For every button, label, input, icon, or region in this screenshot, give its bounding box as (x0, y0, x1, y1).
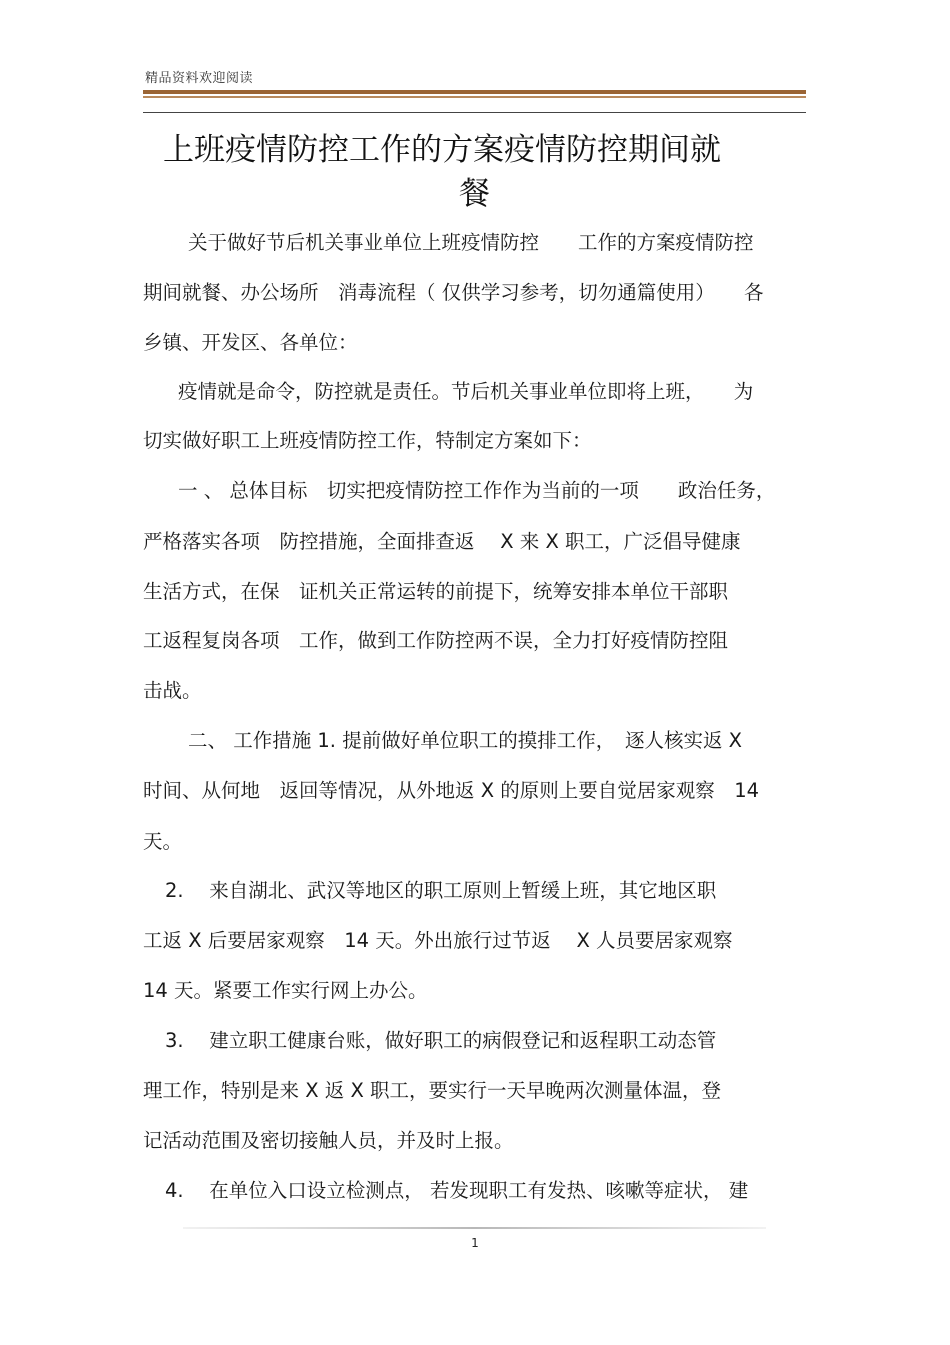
header-text: 精品资料欢迎阅读 (145, 71, 254, 86)
body-line: 14 天。紧要工作实行网上办公。 (143, 979, 428, 1002)
body-line: 二、 工作措施 1. 提前做好单位职工的摸排工作， 逐人核实返 X (188, 729, 743, 752)
body-line: 工返程复岗各项 工作，做到工作防控两不误，全力打好疫情防控阻 (143, 629, 729, 652)
body-line: 疫情就是命令，防控就是责任。节后机关事业单位即将上班， 为 (178, 380, 754, 403)
body-line: 2. 来自湖北、武汉等地区的职工原则上暂缓上班，其它地区职 (165, 879, 717, 902)
body-line: 时间、从何地 返回等情况，从外地返 X 的原则上要自觉居家观察 14 (143, 779, 760, 802)
body-line: 关于做好节后机关事业单位上班疫情防控 工作的方案疫情防控 (188, 231, 754, 254)
body-line: 记活动范围及密切接触人员，并及时上报。 (143, 1129, 514, 1152)
body-line: 3. 建立职工健康台账，做好职工的病假登记和返程职工动态管 (165, 1029, 717, 1052)
header-rule-thick (143, 90, 806, 94)
body-line: 生活方式，在保 证机关正常运转的前提下，统筹安排本单位干部职 (143, 580, 729, 603)
body-line: 工返 X 后要居家观察 14 天。外出旅行过节返 X 人员要居家观察 (143, 929, 733, 952)
body-line: 乡镇、开发区、各单位： (143, 331, 358, 354)
body-line: 天。 (143, 830, 183, 853)
header-rule-thin (143, 112, 806, 113)
body-line: 理工作，特别是来 X 返 X 职工，要实行一天早晚两次测量体温，登 (143, 1079, 722, 1102)
body-line: 切实做好职工上班疫情防控工作，特制定方案如下： (143, 429, 592, 452)
body-line: 期间就餐、办公场所 消毒流程（ 仅供学习参考，切勿通篇使用） 各 (143, 281, 764, 304)
body-line: 4. 在单位入口设立检测点， 若发现职工有发热、咳嗽等症状， 建 (165, 1179, 749, 1202)
body-line: 一 、 总体目标 切实把疫情防控工作作为当前的一项 政治任务， (178, 479, 776, 502)
footer-rule (183, 1227, 766, 1229)
body-line: 击战。 (143, 679, 202, 702)
page-number: 1 (471, 1236, 479, 1250)
document-title (143, 128, 806, 216)
header-rule-mid (143, 96, 806, 98)
body-line: 严格落实各项 防控措施，全面排查返 X 来 X 职工，广泛倡导健康 (143, 530, 741, 553)
title-line-1: 上班疫情防控工作的方案疫情防控期间就 (163, 132, 721, 168)
title-line-2: 餐 (459, 176, 490, 212)
